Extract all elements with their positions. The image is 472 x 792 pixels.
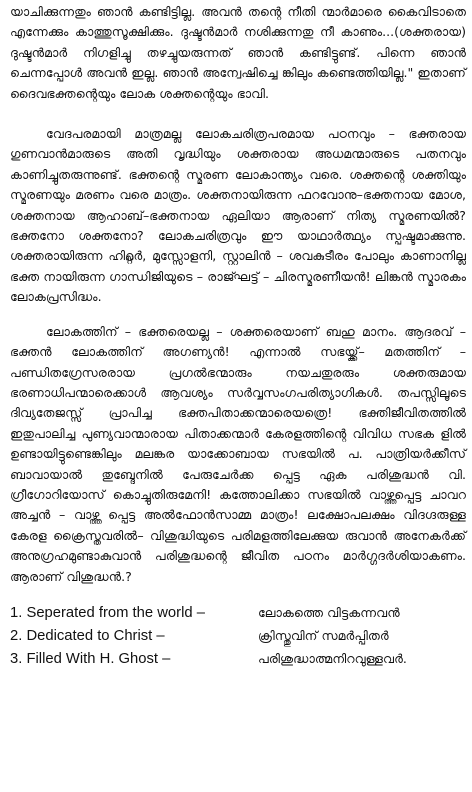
paragraph-2: വേദപരമായി മാത്രമല്ല ലോകചരിത്രപരമായ പഠനവും – ഭക്തരായ ഗുണവാൻമാരുടെ അതി വൃദ്ധിയും ശക്തരായ അധമന്മാരുടെ പതനവും കാണിച്ചുതരുന്നുണ്ട്. ഭക്തന്റെ സ്മരണ ലോകാന്ത്യം വരെ. ശക്തന്റെ ശക്തിയും സ്മരണയും മരണം വരെ മാത്രം. ശക്തനായിരുന്ന ഫറവോനു–ഭക്തനായ മോശ, ശക്തനായ ആഹാബ്–ഭക്തനായ ഏലിയാ ആരാണ് നിത്യ സ്മരണയിൽ? ഭക്തനോ ശക്തനോ? ലോകചരിത്രവും ഈ യാഥാർത്ഥ്യം സ്പഷ്ടമാക്കുന്നു. ശക്തരായിരുന്ന ഹിറ്റ്ലർ, മുസ്സോളനി, സ്റ്റാലിൻ – ശവകുടീരം പോലും കാണാനില്ല ഭക്ത നായിരുന്ന ഗാന്ധിജിയുടെ – രാജ്ഘട്ട് – ചിരസ്മരണീയൻ! ലിങ്കൻ സ്മാരകം ലോകപ്രസിദ്ധം.	[10, 126, 466, 305]
list-item	[10, 601, 466, 624]
list-item-malayalam: ലോകത്തെ വിട്ടകന്നവൻ	[258, 604, 400, 620]
list-item-malayalam: ക്രിസ്തുവിന് സമർപ്പിതർ	[258, 627, 389, 643]
list-item	[10, 647, 466, 670]
list-item-english: 3. Filled With H. Ghost –	[10, 650, 171, 667]
paragraph-3: ലോകത്തിന് – ഭക്തരെയല്ല – ശക്തരെയാണ് ബഹു മാനം. ആദരവ് – ഭക്തൻ ലോകത്തിന് അഗണ്യൻ! എന്നാൽ സഭയ്ക്ക്– മതത്തിന് – പണ്ഡിതഗ്രേസരരായ പ്രഗൽഭന്മാരും നയചതുരരും ശക്തരുമായ ഭരണാധിപന്മാരെക്കാൾ ആവശ്യം സർവ്വസംഗപരിത്യാഗികൾ. തപസ്സിലൂടെ ദിവ്യതേജസ്സ് പ്രാപിച്ച ഭക്തപിതാക്കന്മാരെയത്രെ! ഭക്തിജീവിതത്തിൽ ഇതുപാലിച്ച പുണ്യവാന്മാരായ പിതാക്കന്മാർ കേരളത്തിന്റെ വിവിധ സഭക ളിൽ ഉണ്ടായിട്ടുണ്ടെങ്കിലും മലങ്കര യാക്കോബായ സഭയിൽ പ. പാത്രിയർക്കീസ് ബാവായാൽ തുബ്ദേനിൽ പേരുചേർക്ക പ്പെട്ട ഏക പരിശുദ്ധൻ വി. ഗ്രീഗോറിയോസ് കൊച്ചുതിരുമേനി! കത്തോലിക്കാ സഭയിൽ വാഴ്ത്തപ്പെട്ട ചാവറ അച്ചൻ – വാഴ്ത്ത പ്പെട്ട അൽഫോൻസാമ്മ മാത്രം! ലക്ഷോപലക്ഷം വിദഗ്ദരുള്ള കേരള ക്രൈസ്തവരിൽ– വിശുദ്ധിയുടെ പരിമളത്തിലേക്കുയ രുവാൻ അനേകർക്ക് അനുഗ്രഹമുണ്ടാകുവാൻ പരിശുദ്ധന്റെ ജീവിത പഠനം മാർഗ്ഗദർശിയാകണം. ആരാണ് വിശുദ്ധൻ.?	[10, 323, 466, 584]
list-item-english: 2. Dedicated to Christ –	[10, 627, 165, 644]
paragraph-1: യാചിക്കുന്നതും ഞാൻ കണ്ടിട്ടില്ല. അവൻ തന്റെ നീതി ന്മാർമാരെ കൈവിടാതെ എന്നേക്കും കാത്തുസൂക്ഷിക്കും. ദുഷ്ടൻമാർ നശിക്കുന്നതു നീ കാണും...(ശക്തരായ) ദുഷ്ടൻമാർ നിഗളിച്ചു തഴച്ചുയരുന്നത് ഞാൻ കണ്ടിട്ടുണ്ട്. പിന്നെ ഞാൻ ചെന്നപ്പോൾ അവൻ ഇല്ല. ഞാൻ അന്വേഷിച്ചെ ങ്കിലും കണ്ടെത്തിയില്ല." ഇതാണ് ദൈവഭക്തന്റെയും ലോക ശക്തന്റെയും ഭാവി.	[10, 4, 466, 101]
list-item-malayalam: പരിശുദ്ധാത്മനിറവുള്ളവർ.	[258, 650, 407, 666]
saint-qualities-list	[10, 601, 466, 670]
list-item-english: 1. Seperated from the world –	[10, 604, 205, 621]
document-page	[10, 2, 466, 670]
list-item	[10, 624, 466, 647]
